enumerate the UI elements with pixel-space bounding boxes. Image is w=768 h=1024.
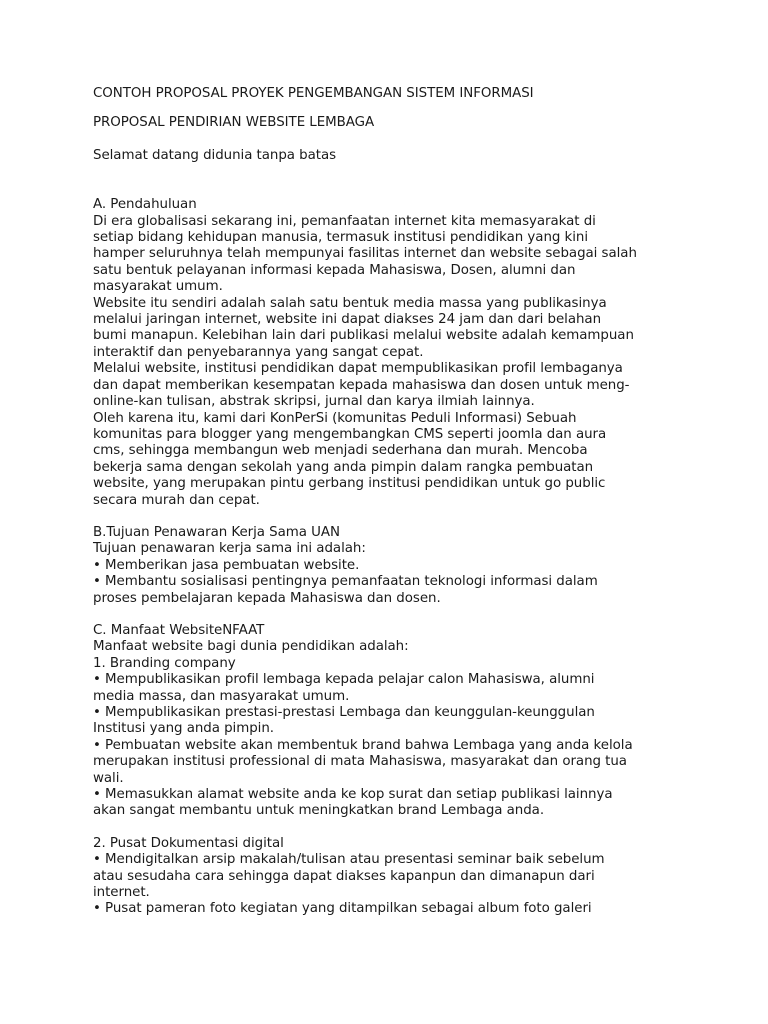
text-line: Institusi yang anda pimpin. bbox=[93, 721, 274, 737]
text-line: komunitas para blogger yang mengembangkan CMS seperti joomla dan aura bbox=[93, 426, 607, 442]
text-line: • Mendigitalkan arsip makalah/tulisan atau presentasi seminar baik sebelum bbox=[93, 852, 605, 868]
text-line: • Pusat pameran foto kegiatan yang ditampilkan sebagai album foto galeri bbox=[93, 901, 592, 917]
text-line: Melalui website, institusi pendidikan dapat mempublikasikan profil lembaganya bbox=[93, 361, 623, 377]
text-line: setiap bidang kehidupan manusia, termasuk institusi pendidikan yang kini bbox=[93, 230, 589, 246]
text-line: • Memberikan jasa pembuatan website. bbox=[93, 557, 360, 573]
text-line: • Mempublikasikan prestasi-prestasi Lembaga dan keunggulan-keunggulan bbox=[93, 705, 595, 720]
text-line: dan dapat memberikan kesempatan kepada mahasiswa dan dosen untuk meng- bbox=[93, 377, 630, 393]
section-heading: 2. Pusat Dokumentasi digital bbox=[93, 835, 284, 851]
document-section bbox=[93, 623, 693, 820]
document-section bbox=[93, 836, 693, 918]
text-line: wali. bbox=[93, 770, 124, 786]
text-line: Di era globalisasi sekarang ini, pemanfaatan internet kita memasyarakat di bbox=[93, 213, 596, 229]
text-line: secara murah dan cepat. bbox=[93, 492, 260, 508]
text-line: Oleh karena itu, kami dari KonPerSi (komunitas Peduli Informasi) Sebuah bbox=[93, 410, 577, 426]
document-body bbox=[93, 197, 693, 918]
document-section bbox=[93, 197, 693, 509]
document-page bbox=[93, 86, 693, 934]
section-heading: C. Manfaat WebsiteNFAAT bbox=[93, 622, 265, 638]
text-line: • Pembuatan website akan membentuk brand bahwa Lembaga yang anda kelola bbox=[93, 737, 633, 753]
text-line: Website itu sendiri adalah salah satu bentuk media massa yang publikasinya bbox=[93, 295, 607, 311]
text-line: interaktif dan penyebarannya yang sangat cepat. bbox=[93, 344, 424, 360]
text-line: • Mempublikasikan profil lembaga kepada pelajar calon Mahasiswa, alumni bbox=[93, 672, 595, 688]
text-line: proses pembelajaran kepada Mahasiswa dan dosen. bbox=[93, 590, 441, 606]
section-heading: B.Tujuan Penawaran Kerja Sama UAN bbox=[93, 524, 340, 540]
document-title: CONTOH PROPOSAL PROYEK PENGEMBANGAN SISTEM INFORMASI bbox=[93, 86, 534, 101]
section-heading: A. Pendahuluan bbox=[93, 197, 197, 213]
text-line: • Memasukkan alamat website anda ke kop surat dan setiap publikasi lainnya bbox=[93, 787, 613, 803]
text-line: 1. Branding company bbox=[93, 655, 236, 671]
text-line: internet. bbox=[93, 885, 150, 901]
text-line: merupakan institusi professional di mata Mahasiswa, masyarakat dan orang tua bbox=[93, 754, 627, 770]
text-line: melalui jaringan internet, website ini dapat diakses 24 jam dan dari belahan bbox=[93, 312, 602, 328]
text-line: cms, sehingga membangun web menjadi sederhana dan murah. Mencoba bbox=[93, 443, 588, 459]
text-line: website, yang merupakan pintu gerbang institusi pendidikan untuk go public bbox=[93, 476, 606, 492]
document-subtitle: PROPOSAL PENDIRIAN WEBSITE LEMBAGA bbox=[93, 115, 375, 131]
text-line: Tujuan penawaran kerja sama ini adalah: bbox=[93, 541, 366, 557]
text-line: masyarakat umum. bbox=[93, 279, 223, 295]
document-section bbox=[93, 525, 693, 607]
text-line: Manfaat website bagi dunia pendidikan adalah: bbox=[93, 639, 409, 655]
text-line: hamper seluruhnya telah mempunyai fasilitas internet dan website sebagai salah bbox=[93, 246, 637, 262]
text-line: bumi manapun. Kelebihan lain dari publikasi melalui website adalah kemampuan bbox=[93, 328, 634, 344]
text-line: media massa, dan masyarakat umum. bbox=[93, 688, 350, 704]
text-line: satu bentuk pelayanan informasi kepada Mahasiswa, Dosen, alumni dan bbox=[93, 262, 576, 278]
text-line: bekerja sama dengan sekolah yang anda pimpin dalam rangka pembuatan bbox=[93, 459, 594, 475]
text-line: akan sangat membantu untuk meningkatkan brand Lembaga anda. bbox=[93, 803, 545, 819]
text-line: online-kan tulisan, abstrak skripsi, jurnal dan karya ilmiah lainnya. bbox=[93, 394, 535, 410]
text-line: atau sesudaha cara sehingga dapat diakses kapanpun dan dimanapun dari bbox=[93, 868, 595, 884]
text-line: • Membantu sosialisasi pentingnya pemanfaatan teknologi informasi dalam bbox=[93, 574, 598, 590]
greeting-text: Selamat datang didunia tanpa batas bbox=[93, 147, 337, 163]
